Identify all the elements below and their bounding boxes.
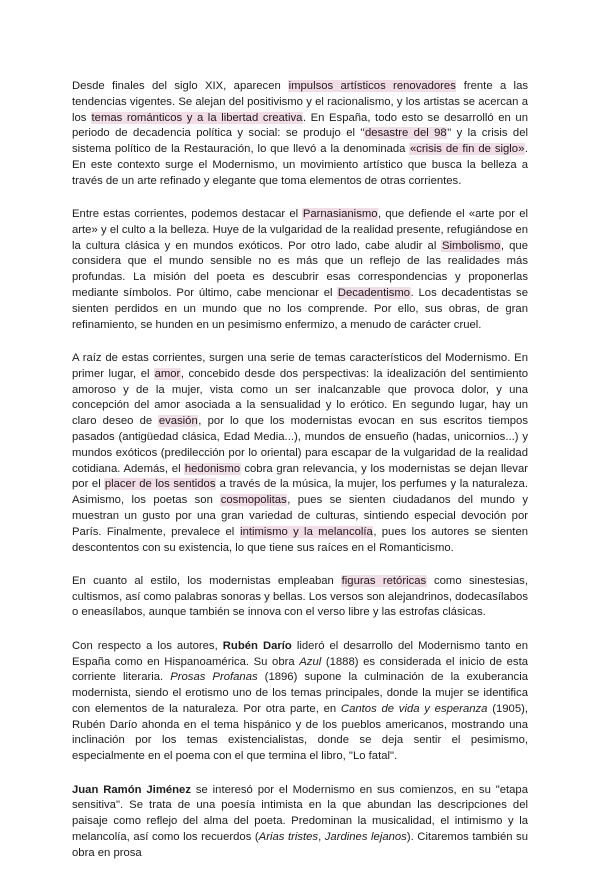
work-title: Arias tristes bbox=[258, 830, 319, 843]
paragraph-intro bbox=[72, 79, 528, 190]
text-run: . Los decadentistas se sienten perdidos en un mundo que no los comprende. Por ello, sus obras, de gran refinamiento, se hunden en un pesimismo enfermizo, a menudo de carácter cruel. bbox=[72, 287, 528, 331]
highlighted-term: Decadentismo bbox=[337, 287, 411, 300]
text-run: lideró el desarrollo del Modernismo tanto en España como en Hispanoamérica. Su obra bbox=[72, 639, 528, 668]
highlighted-term: hedonismo bbox=[184, 462, 241, 475]
highlighted-term: cosmopolitas bbox=[220, 494, 287, 507]
text-run: cobra gran relevancia, y los modernistas se dejan llevar por el bbox=[72, 462, 528, 491]
text-run: , pues se sienten ciudadanos del mundo y muestran un gusto por una gran variedad de culturas, sintiendo especial devoción por París. Finalmente, prevalece el bbox=[72, 494, 528, 538]
text-run: ). Citaremos también su obra en prosa bbox=[72, 830, 528, 859]
text-run: A raíz de estas corrientes, surgen una serie de temas característicos del Modernismo. En primer lugar, el bbox=[72, 351, 528, 380]
paragraph-estilo bbox=[72, 574, 528, 621]
text-run: frente a las tendencias vigentes. Se alejan del positivismo y el racionalismo, y los artistas se acercan a los bbox=[72, 80, 529, 124]
highlighted-term: desastre del 98 bbox=[364, 127, 447, 140]
highlighted-term: amor bbox=[154, 367, 181, 380]
text-run: , por lo que los modernistas evocan en sus escritos tiempos pasados (antigüedad clásica, Edad Media...), mundos de ensueño (hadas, unicornios...) y mundos exóticos (predilección por lo oriental) para escapar de la vulgaridad de la realidad cotidiana. Además, el bbox=[72, 415, 528, 475]
text-run: Desde finales del siglo XIX, aparecen bbox=[72, 80, 289, 92]
highlighted-term: placer de los sentidos bbox=[104, 478, 216, 491]
work-title: Cantos de vida y esperanza bbox=[340, 702, 488, 715]
text-run: (1896) supone la culminación de la exuberancia modernista, siendo el erotismo uno de los temas principales, donde la mujer se identifica con elementos de la naturaleza. Por otra parte, en bbox=[72, 671, 528, 715]
text-run: , concebido desde dos perspectivas: la idealización del sentimiento amoroso y de la mujer, vista como un ser inalcanzable que provoca dolor, y una concepción del amor asociada a la sensualidad y lo erótico. En segundo lugar, hay un claro deseo de bbox=[72, 367, 528, 428]
text-run: Con respecto a los autores, bbox=[72, 639, 223, 652]
text-run: Entre estas corrientes, podemos destacar el bbox=[72, 208, 303, 221]
paragraph-juan-ramon-jimenez bbox=[72, 783, 528, 862]
author-name: Rubén Darío bbox=[222, 639, 292, 652]
document-body bbox=[72, 79, 528, 879]
highlighted-term: impulsos artísticos renovadores bbox=[288, 80, 456, 92]
highlighted-term: figuras retóricas bbox=[341, 574, 427, 587]
work-title: Azul bbox=[299, 655, 322, 668]
text-run: (1888) es considerada el inicio de esta corriente literaria. bbox=[72, 655, 528, 684]
highlighted-term: intimismo y la melancolía bbox=[240, 525, 373, 538]
text-run: se interesó por el Modernismo en sus comienzos, en su "etapa sensitiva". Se trata de una poesía intimista en la que abundan las descripciones del paisaje como reflejo del alma del poeta. Predominan la musicalidad, el intimismo y la melancolía, así como los recuerdos ( bbox=[72, 783, 529, 843]
paragraph-corrientes bbox=[72, 207, 528, 333]
text-run: . En este contexto surge el Modernismo, un movimiento artístico que busca la belleza a través de un arte refinado y elegante que toma elementos de otras corrientes. bbox=[72, 143, 528, 187]
text-run: como sinestesias, cultismos, así como palabras sonoras y bellas. Los versos son alejandrinos, dodecasílabos o eneasílabos, aunque también se innova con el verso libre y las estrofas clásicas. bbox=[72, 574, 528, 619]
highlighted-term: Simbolismo bbox=[441, 239, 501, 252]
paragraph-ruben-dario bbox=[72, 639, 528, 765]
text-run: (1905), Rubén Darío ahonda en el tema hispánico y de los pueblos americanos, mostrando una inclinación por los temas existencialistas, donde se deja sentir el pesimismo, especialmente en el poema con el que termina el libro, "Lo fatal". bbox=[72, 702, 529, 763]
text-run: . En España, todo esto se desarrolló en un periodo de decadencia política y social: se produjo el " bbox=[72, 111, 528, 140]
work-title: Prosas Profanas bbox=[170, 671, 258, 684]
paragraph-temas bbox=[72, 351, 528, 556]
text-run: , que defiende el «arte por el arte» y el culto a la belleza. Huye de la vulgaridad de la realidad presente, refugiándose en la cultura clásica y en mundos exóticos. Por otro lado, cabe aludir al bbox=[72, 208, 529, 252]
text-run: , pues los autores se sienten descontentos con su existencia, lo que tiene sus raíces en el Romanticismo. bbox=[72, 525, 529, 554]
text-run: a través de la música, la mujer, los perfumes y la naturaleza. Asimismo, los poetas son bbox=[72, 478, 528, 507]
highlighted-term: Parnasianismo bbox=[302, 208, 378, 221]
text-run: , que considera que el mundo sensible no es más que un reflejo de las realidades más profundas. La misión del poeta es descubrir esas correspondencias y proponerlas mediante símbolos. Por último, cabe mencionar el bbox=[72, 239, 528, 300]
text-run: En cuanto al estilo, los modernistas empleaban bbox=[72, 574, 342, 587]
text-run: , bbox=[318, 830, 325, 843]
work-title: Jardines lejanos bbox=[324, 830, 407, 843]
text-run: " y la crisis del sistema político de la Restauración, lo que llevó a la denominada bbox=[72, 127, 528, 156]
highlighted-term: temas románticos y a la libertad creativa bbox=[91, 111, 303, 124]
highlighted-term: «crisis de fin de siglo» bbox=[409, 143, 525, 156]
author-name: Juan Ramón Jiménez bbox=[72, 783, 191, 796]
highlighted-term: evasión bbox=[158, 415, 198, 428]
